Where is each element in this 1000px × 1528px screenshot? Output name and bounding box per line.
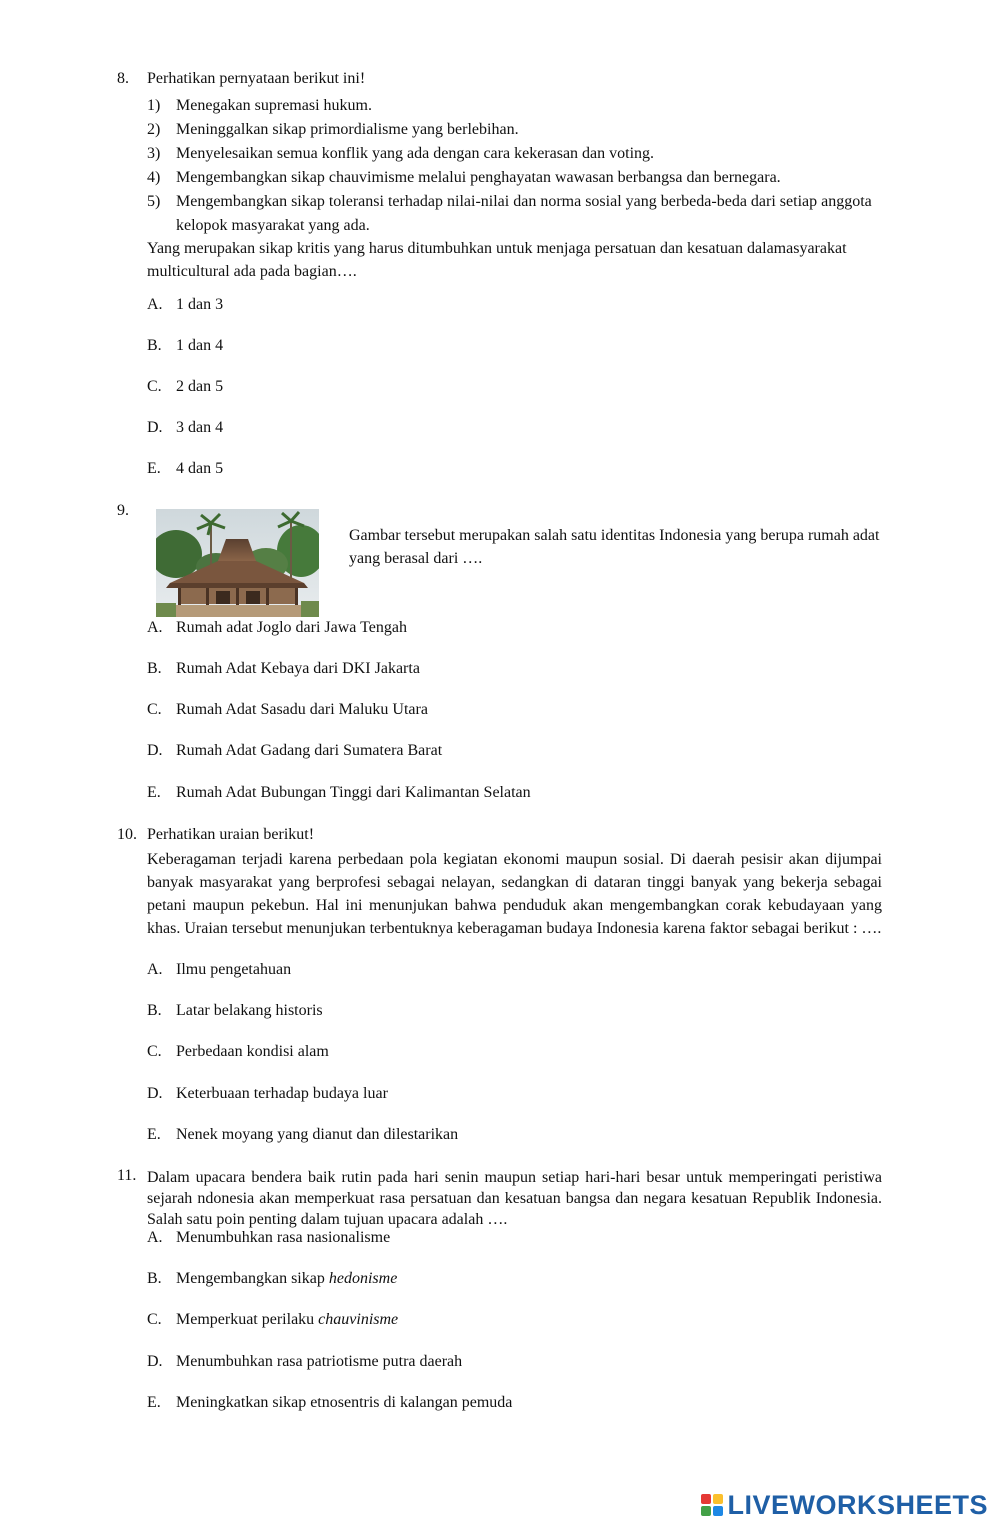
option-text: 4 dan 5 — [176, 460, 224, 477]
option-italic-term: hedonisme — [328, 1270, 398, 1287]
option-text: Latar belakang historis — [176, 1002, 323, 1019]
option-italic-term: chauvinisme — [318, 1311, 399, 1328]
option-letter: E. — [147, 1126, 161, 1143]
answer-option[interactable] — [147, 1353, 462, 1371]
statement-item — [147, 142, 882, 166]
option-letter: B. — [147, 1002, 162, 1019]
option-text: Meningkatkan sikap etnosentris di kalangan pemuda — [176, 1394, 513, 1411]
statement-number: 4) — [147, 169, 161, 186]
answer-option[interactable] — [147, 419, 223, 437]
option-letter: B. — [147, 337, 162, 354]
option-text: Rumah adat Joglo dari Jawa Tengah — [176, 619, 407, 636]
option-letter: A. — [147, 961, 163, 978]
option-letter: B. — [147, 1270, 162, 1287]
option-letter: A. — [147, 1229, 163, 1246]
answer-option[interactable] — [147, 1043, 329, 1061]
option-text: 2 dan 5 — [176, 378, 224, 395]
question-text: Dalam upacara bendera baik rutin pada hari senin maupun setiap hari-hari besar untuk memperingati peristiwa sejarah ndonesia akan memperkuat rasa persatuan dan kesatuan bangsa dan negara kesatuan Republik Indonesia. Salah satu poin penting dalam tujuan upacara adalah …. — [147, 1169, 882, 1228]
answer-option[interactable] — [147, 296, 223, 314]
option-letter: B. — [147, 660, 162, 677]
statement-number: 5) — [147, 193, 161, 210]
option-text: 1 dan 3 — [176, 296, 224, 313]
liveworksheets-logo[interactable] — [701, 1490, 988, 1520]
answer-option[interactable] — [147, 784, 531, 802]
answer-option[interactable] — [147, 1394, 512, 1412]
joglo-house-photo — [156, 509, 319, 617]
option-text: Memperkuat perilaku — [176, 1311, 319, 1328]
option-letter: D. — [147, 419, 163, 436]
option-letter: E. — [147, 1394, 161, 1411]
statement-text: Meninggalkan sikap primordialisme yang berlebihan. — [176, 121, 519, 138]
option-letter: C. — [147, 701, 162, 718]
statement-text: Mengembangkan sikap chauvimisme melalui penghayatan wawasan berbangsa dan bernegara. — [176, 169, 781, 186]
answer-option[interactable] — [147, 337, 223, 355]
question-intro: Perhatikan uraian berikut! — [147, 826, 315, 843]
option-letter: E. — [147, 460, 161, 477]
option-text: Menumbuhkan rasa nasionalisme — [176, 1229, 391, 1246]
statement-item — [147, 94, 882, 118]
answer-option[interactable] — [147, 619, 407, 637]
option-letter: A. — [147, 296, 163, 313]
option-text: 3 dan 4 — [176, 419, 224, 436]
option-letter: D. — [147, 1353, 163, 1370]
option-text: Keterbuaan terhadap budaya luar — [176, 1085, 388, 1102]
question-number: 9. — [117, 502, 129, 519]
answer-option[interactable] — [147, 1085, 388, 1103]
logo-text: LIVEWORKSHEETS — [727, 1489, 988, 1520]
statement-number: 3) — [147, 145, 161, 162]
answer-option[interactable] — [147, 1270, 397, 1288]
option-text: Rumah Adat Sasadu dari Maluku Utara — [176, 701, 428, 718]
answer-option[interactable] — [147, 1229, 390, 1247]
option-text: Rumah Adat Bubungan Tinggi dari Kalimantan Selatan — [176, 784, 531, 801]
option-text: Rumah Adat Kebaya dari DKI Jakarta — [176, 660, 420, 677]
question-text: Gambar tersebut merupakan salah satu identitas Indonesia yang berupa rumah adat yang berasal dari …. — [349, 527, 880, 567]
statement-text: Menyelesaikan semua konflik yang ada dengan cara kekerasan dan voting. — [176, 145, 655, 162]
question-text: Yang merupakan sikap kritis yang harus ditumbuhkan untuk menjaga persatuan dan kesatuan dalamasyarakat multicultural ada pada bagian…. — [147, 240, 847, 280]
answer-option[interactable] — [147, 961, 291, 979]
question-intro: Perhatikan pernyataan berikut ini! — [147, 70, 366, 87]
statement-item — [147, 190, 882, 238]
option-letter: C. — [147, 1043, 162, 1060]
statement-number: 2) — [147, 121, 161, 138]
question-number: 11. — [117, 1167, 137, 1184]
option-letter: E. — [147, 784, 161, 801]
answer-option[interactable] — [147, 660, 420, 678]
statement-text: Menegakan supremasi hukum. — [176, 97, 372, 114]
statement-text: Mengembangkan sikap toleransi terhadap nilai-nilai dan norma sosial yang berbeda-beda dari setiap anggota kelopok masyarakat yang ada. — [176, 193, 872, 234]
answer-option[interactable] — [147, 1311, 398, 1329]
statement-item — [147, 166, 882, 190]
option-text: Ilmu pengetahuan — [176, 961, 292, 978]
question-number: 10. — [117, 826, 137, 843]
question-passage: Keberagaman terjadi karena perbedaan pola kegiatan ekonomi maupun sosial. Di daerah pesisir akan dijumpai banyak masyarakat yang berprofesi sebagai nelayan, sedangkan di dataran tinggi banyak yang bekerja sebagai petani maupun pekebun. Hal ini menunjukan bahwa penduduk akan mengembangkan corak kebudayaan yang khas. Uraian tersebut menunjukan terbentuknya keberagaman budaya Indonesia karena faktor sebagai berikut : …. — [147, 851, 882, 937]
option-letter: A. — [147, 619, 163, 636]
answer-option[interactable] — [147, 460, 223, 478]
option-text: Nenek moyang yang dianut dan dilestarikan — [176, 1126, 459, 1143]
answer-option[interactable] — [147, 742, 442, 760]
statement-number: 1) — [147, 97, 161, 114]
option-letter: C. — [147, 378, 162, 395]
logo-mark-icon — [701, 1494, 723, 1516]
question-number: 8. — [117, 70, 129, 87]
answer-option[interactable] — [147, 1002, 323, 1020]
option-text: Menumbuhkan rasa patriotisme putra daerah — [176, 1353, 463, 1370]
answer-option[interactable] — [147, 378, 223, 396]
answer-option[interactable] — [147, 701, 428, 719]
option-text: Perbedaan kondisi alam — [176, 1043, 329, 1060]
option-text: Mengembangkan sikap — [176, 1270, 329, 1287]
option-letter: C. — [147, 1311, 162, 1328]
option-text: Rumah Adat Gadang dari Sumatera Barat — [176, 742, 443, 759]
option-letter: D. — [147, 1085, 163, 1102]
option-text: 1 dan 4 — [176, 337, 224, 354]
statement-item — [147, 118, 882, 142]
answer-option[interactable] — [147, 1126, 458, 1144]
option-letter: D. — [147, 742, 163, 759]
